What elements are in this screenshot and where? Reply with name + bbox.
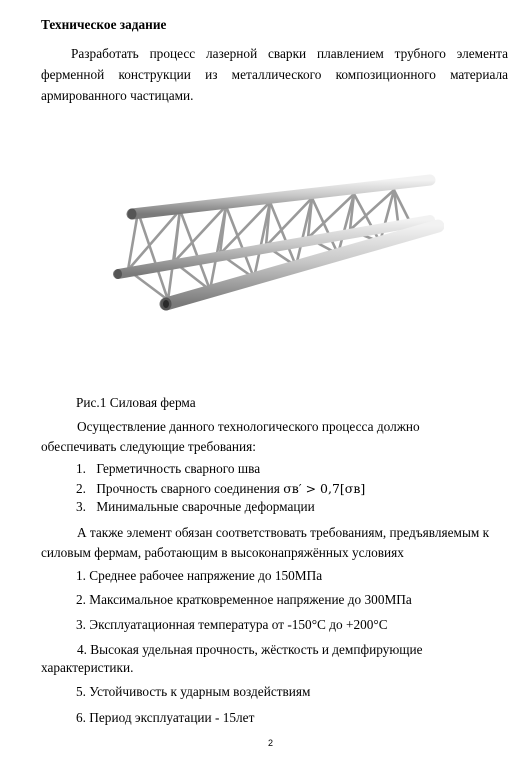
conditions-intro-text: А также элемент обязан соответствовать требованиям, предъявляемым к силовым фермам, работающим в высоконапряжённых условиях — [41, 525, 490, 560]
requirement-item: 1. Герметичность сварного шва — [76, 461, 261, 476]
conditions-intro — [41, 523, 496, 563]
requirements-intro — [41, 417, 496, 457]
condition-item: 4. Высокая удельная прочность, жёсткость и демпфирующие характеристики. — [41, 642, 423, 675]
intro-text: Разработать процесс лазерной сварки плавлением трубного элемента ферменной конструкции из металлического композиционного материала армированного частицами. — [41, 46, 508, 103]
strength-formula: σв′ > 0,7[σв] — [283, 481, 366, 496]
condition-item: 3. Эксплуатационная температура от -150°С до +200°С — [76, 617, 388, 632]
figure-caption: Рис.1 Силовая ферма — [76, 395, 196, 410]
document-title: Техническое задание — [41, 17, 167, 32]
intro-paragraph — [41, 43, 508, 106]
page-number: 2 — [268, 738, 274, 748]
truss-image — [108, 150, 444, 326]
condition-item: 5. Устойчивость к ударным воздействиям — [76, 684, 311, 699]
requirement-item: 2. Прочность сварного соединения σв′ > 0,7[σв] — [76, 481, 366, 496]
condition-item: 2. Максимальное кратковременное напряжение до 300МПа — [76, 592, 412, 607]
requirement-item: 3. Минимальные сварочные деформации — [76, 499, 315, 514]
requirements-intro-text: Осуществление данного технологического процесса должно обеспечивать следующие требования: — [41, 419, 420, 454]
condition-item: 6. Период эксплуатации - 15лет — [76, 710, 255, 725]
condition-item: 1. Среднее рабочее напряжение до 150МПа — [76, 568, 323, 583]
